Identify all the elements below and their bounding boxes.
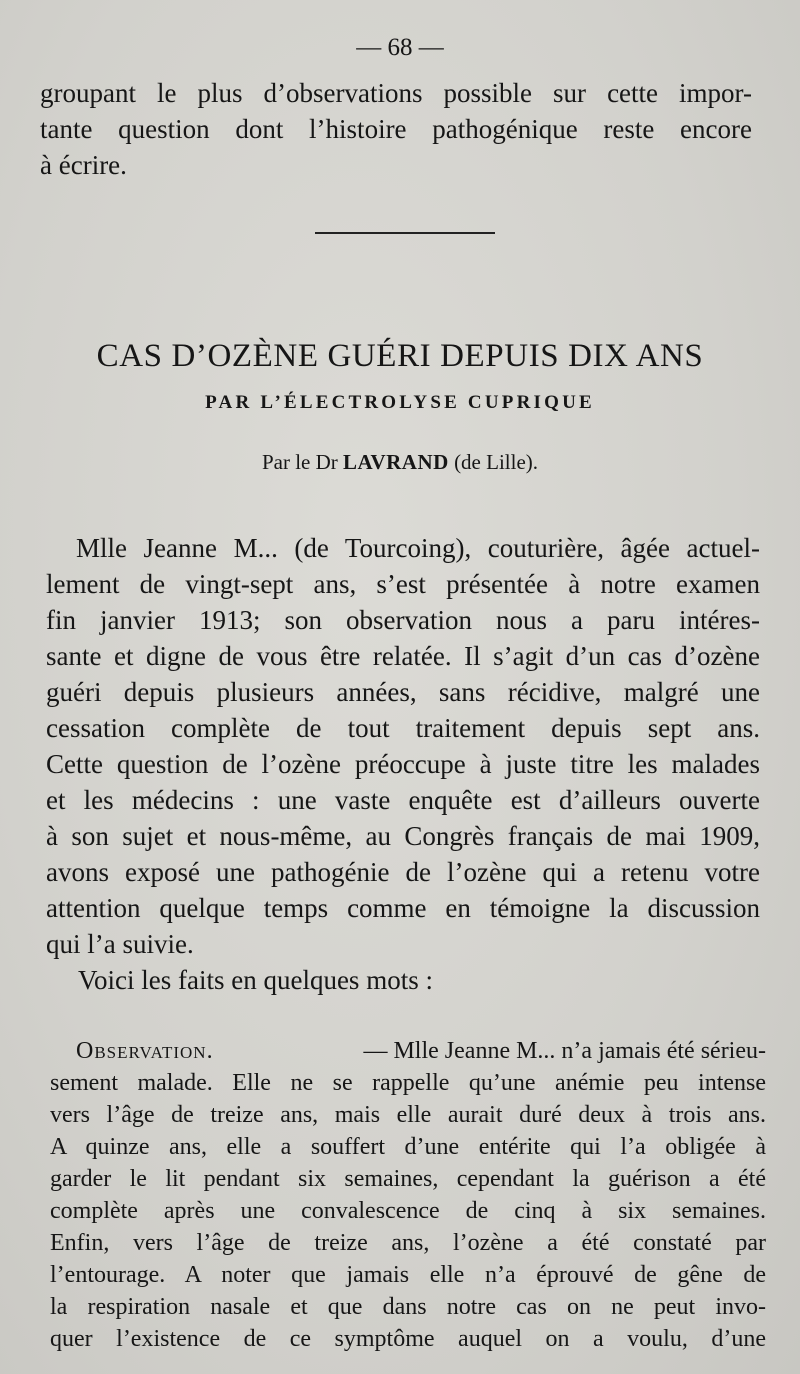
text-line: à écrire. xyxy=(40,150,127,180)
text-line: la respiration nasale et que dans notre cas on ne peut invo- xyxy=(50,1294,766,1320)
text-line: quer l’existence de ce symptôme auquel on a voulu, d’une xyxy=(50,1326,766,1352)
text-line: à son sujet et nous-même, au Congrès français de mai 1909, xyxy=(46,821,760,851)
text-line: l’entourage. A noter que jamais elle n’a éprouvé de gêne de xyxy=(50,1262,766,1288)
text-line: guéri depuis plusieurs années, sans récidive, malgré une xyxy=(46,677,760,707)
article-subtitle: PAR L’ÉLECTROLYSE CUPRIQUE xyxy=(205,392,595,413)
author-prefix: Par le Dr xyxy=(261,450,338,474)
text-line: A quinze ans, elle a souffert d’une entérite qui l’a obligée à xyxy=(50,1134,766,1160)
text-line: sante et digne de vous être relatée. Il s’agit d’un cas d’ozène xyxy=(46,641,760,671)
text-line: fin janvier 1913; son observation nous a paru intéres- xyxy=(46,605,760,635)
observation-label: Observation. xyxy=(76,1038,214,1064)
article-title: CAS D’OZÈNE GUÉRI DEPUIS DIX ANS xyxy=(96,338,704,374)
text-line: cessation complète de tout traitement depuis sept ans. xyxy=(46,713,760,743)
text-line: lement de vingt-sept ans, s’est présentée à notre examen xyxy=(46,569,760,599)
text-line: attention quelque temps comme en témoigne la discussion xyxy=(46,893,760,923)
page-number: — 68 — xyxy=(356,34,444,61)
text-line: tante question dont l’histoire pathogénique reste encore xyxy=(40,114,752,144)
observation-line-start: — Mlle Jeanne M... n’a jamais été sérieu- xyxy=(363,1038,766,1064)
text-line: complète après une convalescence de cinq à six semaines. xyxy=(50,1198,766,1224)
author-name: LAVRAND xyxy=(343,450,449,474)
section-divider xyxy=(315,232,495,234)
text-line: vers l’âge de treize ans, mais elle aurait duré deux à trois ans. xyxy=(50,1102,766,1128)
text-line xyxy=(76,1038,766,1065)
author-line xyxy=(0,450,800,475)
author-affiliation: (de Lille). xyxy=(454,450,539,474)
text-line: et les médecins : une vaste enquête est d’ailleurs ouverte xyxy=(46,785,760,815)
text-line: avons exposé une pathogénie de l’ozène qui a retenu votre xyxy=(46,857,760,887)
text-line: qui l’a suivie. xyxy=(46,929,194,959)
text-line: Enfin, vers l’âge de treize ans, l’ozène a été constaté par xyxy=(50,1230,766,1256)
text-line: Cette question de l’ozène préoccupe à juste titre les malades xyxy=(46,749,760,779)
text-line: groupant le plus d’observations possible sur cette impor- xyxy=(40,78,752,108)
text-line: garder le lit pendant six semaines, cependant la guérison a été xyxy=(50,1166,766,1192)
text-line: sement malade. Elle ne se rappelle qu’une anémie peu intense xyxy=(50,1070,766,1096)
text-line: Mlle Jeanne M... (de Tourcoing), couturière, âgée actuel- xyxy=(76,533,760,563)
text-line: Voici les faits en quelques mots : xyxy=(78,965,433,995)
